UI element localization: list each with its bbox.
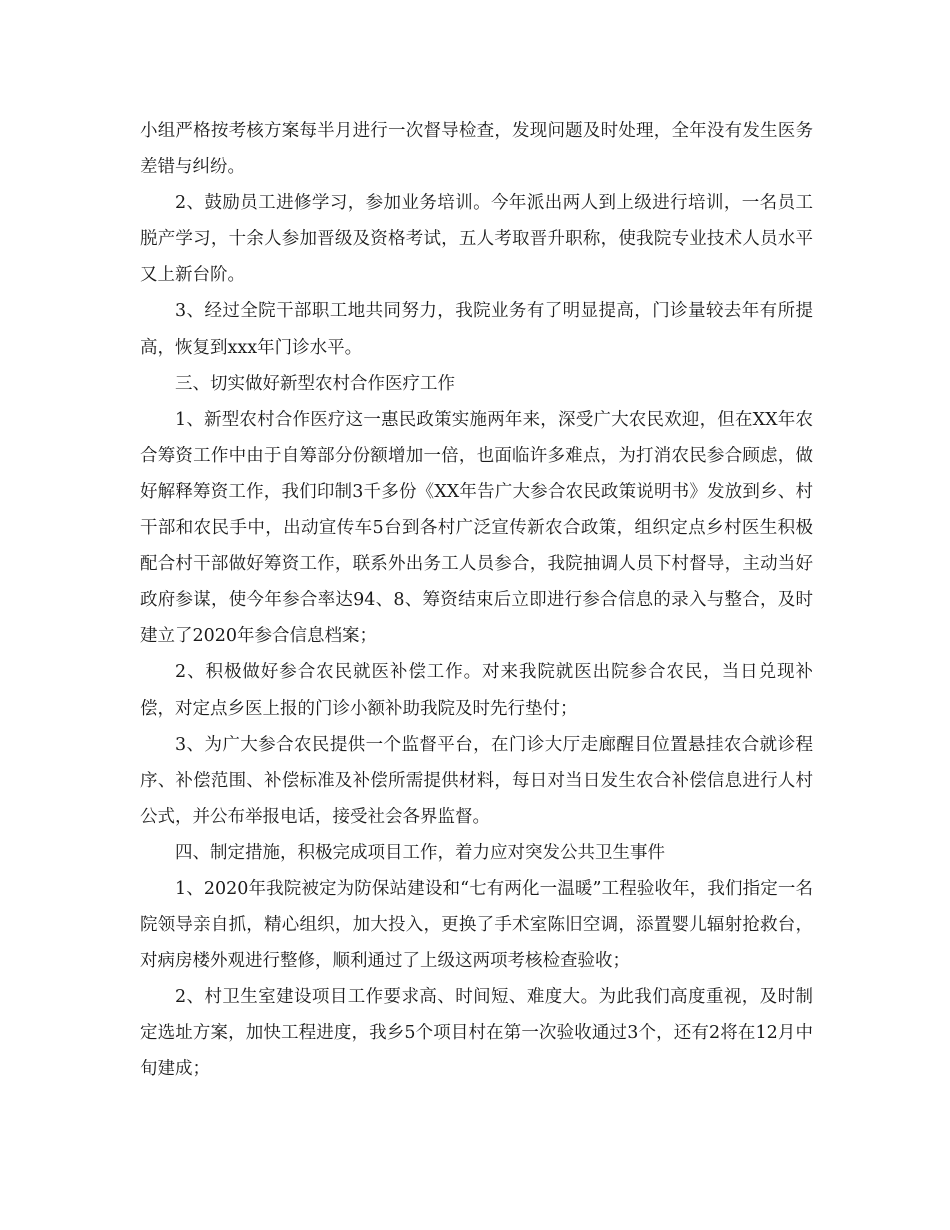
- section-heading-rural-cooperative-medical: 三、切实做好新型农村合作医疗工作: [175, 373, 455, 394]
- paragraph-station-inspection: 1、2020年我院被定为防保站建设和“七有两化一温暖”工程验收年，我们指定一名院领导亲自抓，精心组织，加大投入，更换了手术室陈旧空调，添置婴儿辐射抢救台，对病房楼外观进行整修，顺利通过了上级这两项考核检查验收；: [140, 878, 813, 972]
- document-body: [140, 113, 813, 1088]
- paragraph-training: 2、鼓励员工进修学习，参加业务培训。今年派出两人到上级进行培训，一名员工脱产学习，十余人参加晋级及资格考试，五人考取晋升职称，使我院专业技术人员水平又上新台阶。: [140, 193, 813, 286]
- paragraph-supervision-platform: 3、为广大参合农民提供一个监督平台，在门诊大厅走廊醒目位置悬挂农合就诊程序、补偿范围、补偿标准及补偿所需提供材料，每日对当日发生农合补偿信息进行人村公式，并公布举报电话，接受社会各界监督。: [140, 734, 813, 827]
- paragraph-compensation: 2、积极做好参合农民就医补偿工作。对来我院就医出院参合农民，当日兑现补偿，对定点乡医上报的门诊小额补助我院及时先行垫付；: [140, 662, 813, 719]
- paragraph-village-clinic-construction: 2、村卫生室建设项目工作要求高、时间短、难度大。为此我们高度重视，及时制定选址方案，加快工程进度，我乡5个项目村在第一次验收通过3个，还有2将在12月中旬建成；: [140, 987, 813, 1080]
- paragraph-business-growth: 3、经过全院干部职工地共同努力，我院业务有了明显提高，门诊量较去年有所提高，恢复到xxx年门诊水平。: [140, 301, 813, 358]
- paragraph-continuation: 小组严格按考核方案每半月进行一次督导检查，发现问题及时处理，全年没有发生医务差错与纠纷。: [140, 121, 813, 178]
- paragraph-funding-campaign: 1、新型农村合作医疗这一惠民政策实施两年来，深受广大农民欢迎，但在XX年农合筹资工作中由于自筹部分份额增加一倍，也面临许多难点，为打消农民参合顾虑，做好解释筹资工作，我们印制3千多份《XX年告广大参合农民政策说明书》发放到乡、村干部和农民手中，出动宣传车5台到各村广泛宣传新农合政策，组织定点乡村医生积极配合村干部做好筹资工作，联系外出务工人员参合，我院抽调人员下村督导，主动当好政府参谋，使今年参合率达94、8、筹资结束后立即进行参合信息的录入与整合，及时建立了2020年参合信息档案；: [140, 409, 813, 647]
- section-heading-project-work: 四、制定措施，积极完成项目工作，着力应对突发公共卫生事件: [175, 842, 665, 863]
